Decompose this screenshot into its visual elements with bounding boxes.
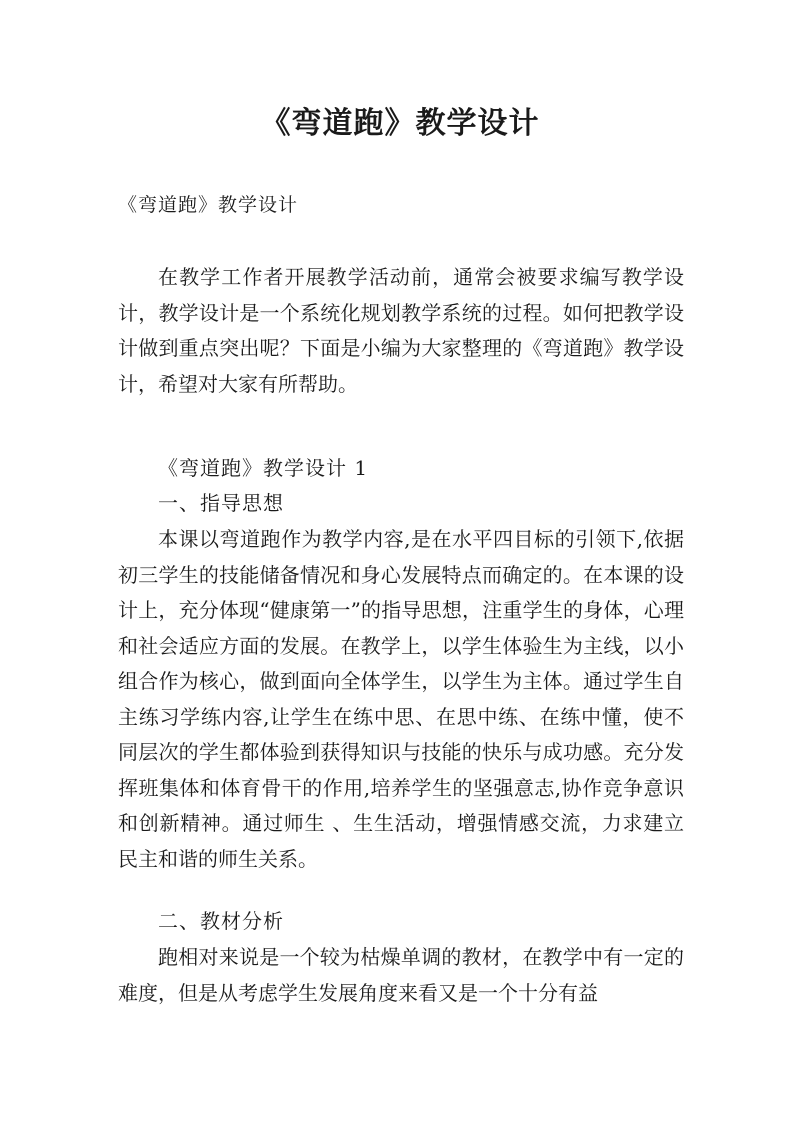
paragraph-material-analysis: 跑相对来说是一个较为枯燥单调的教材，在教学中有一定的难度，但是从考虑学生发展角度来看又是一个十分有益 bbox=[118, 945, 684, 1005]
section-1-title: 《弯道跑》教学设计 1 bbox=[158, 456, 369, 480]
heading-guiding-ideology: 一、指导思想 bbox=[158, 491, 284, 515]
intro-paragraph: 在教学工作者开展教学活动前，通常会被要求编写教学设计，教学设计是一个系统化规划教学系统的过程。如何把教学设计做到重点突出呢？下面是小编为大家整理的《弯道跑》教学设计，希望对大家有所帮助。 bbox=[118, 265, 684, 396]
document-title: 《弯道跑》教学设计 bbox=[260, 106, 540, 141]
paragraph-guiding-ideology: 本课以弯道跑作为教学内容,是在水平四目标的引领下,依据初三学生的技能储备情况和身心发展特点而确定的。在本课的设计上，充分体现“健康第一”的指导思想，注重学生的身体，心理和社会适应方面的发展。在教学上，以学生体验生为主线，以小组合作为核心，做到面向全体学生，以学生为主体。通过学生自主练习学练内容,让学生在练中思、在思中练、在练中懂，使不同层次的学生都体验到获得知识与技能的快乐与成功感。充分发挥班集体和体育骨干的作用,培养学生的坚强意志,协作竞争意识和创新精神。通过师生 、生生活动，增强情感交流，力求建立民主和谐的师生关系。 bbox=[118, 527, 684, 871]
document-subtitle: 《弯道跑》教学设计 bbox=[118, 194, 299, 216]
heading-material-analysis: 二、教材分析 bbox=[158, 909, 284, 933]
